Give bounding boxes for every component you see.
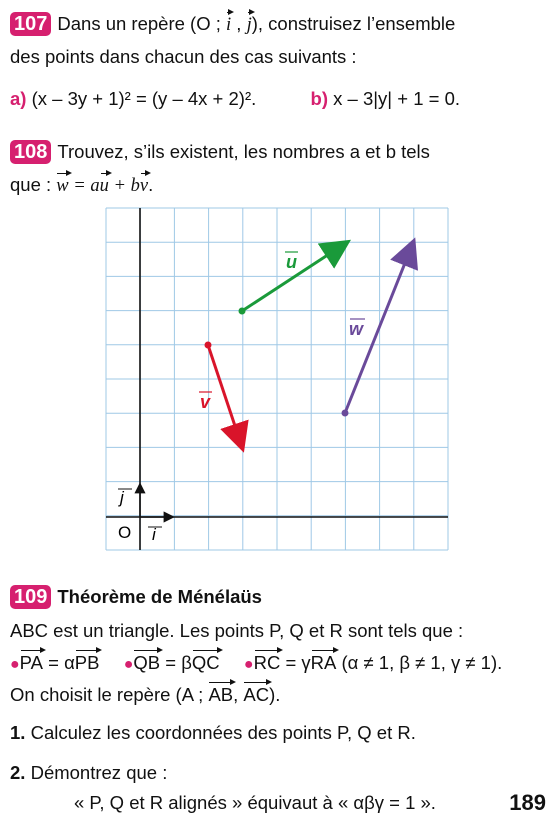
ex108-line1: 108 Trouvez, s’ils existent, les nombres a et b tels <box>10 140 430 164</box>
ex109-repere: On choisit le repère (A ; AB, AC). <box>10 684 281 705</box>
u-label: u <box>286 252 297 272</box>
ex107-number: 107 <box>10 12 51 36</box>
vector-w-origin <box>342 410 349 417</box>
j-label: j <box>120 488 124 507</box>
ex109-relations: ●PA = αPB ●QB = βQC ●RC = γRA (α ≠ 1, β ≠ 1, γ ≠ 1). <box>10 652 503 673</box>
ex109-q2: 2. Démontrez que : <box>10 762 168 783</box>
vector-j-label: j <box>246 15 252 35</box>
vector-v-origin <box>205 342 212 349</box>
ex108-line2: que : w = au + bv. <box>10 174 154 196</box>
ex107-a-text: (x – 3y + 1)² = (y – 4x + 2)². <box>31 88 257 109</box>
ex107-b-label: b) <box>310 88 328 109</box>
origin-label: O <box>118 523 132 542</box>
page-number: 189 <box>507 788 548 818</box>
ex109-line1: ABC est un triangle. Les points P, Q et R sont tels que : <box>10 620 464 641</box>
vector-v <box>208 345 242 447</box>
ex109-title: Théorème de Ménélaüs <box>57 586 262 607</box>
ex107-a-label: a) <box>10 88 27 109</box>
ex108-number: 108 <box>10 140 51 164</box>
grid-lines <box>106 208 448 550</box>
ex107-line2: des points dans chacun des cas suivants : <box>10 46 357 67</box>
v-label: v <box>200 392 211 412</box>
i-label: i <box>152 525 156 544</box>
ex109-header <box>10 585 262 609</box>
ex109-q1: 1. Calculez les coordonnées des points P, Q et R. <box>10 722 416 743</box>
ex109-q2-quote: « P, Q et R alignés » équivaut à « αβγ = 1 ». <box>74 792 436 813</box>
ex107-line1: 107 Dans un repère (O ; i , j), construisez l’ensemble <box>10 12 455 36</box>
w-label: w <box>349 319 364 339</box>
ex107-b-text: x – 3|y| + 1 = 0. <box>333 88 460 109</box>
ex109-number: 109 <box>10 585 51 609</box>
vector-i-label: i <box>226 15 232 35</box>
vector-u-origin <box>239 308 246 315</box>
